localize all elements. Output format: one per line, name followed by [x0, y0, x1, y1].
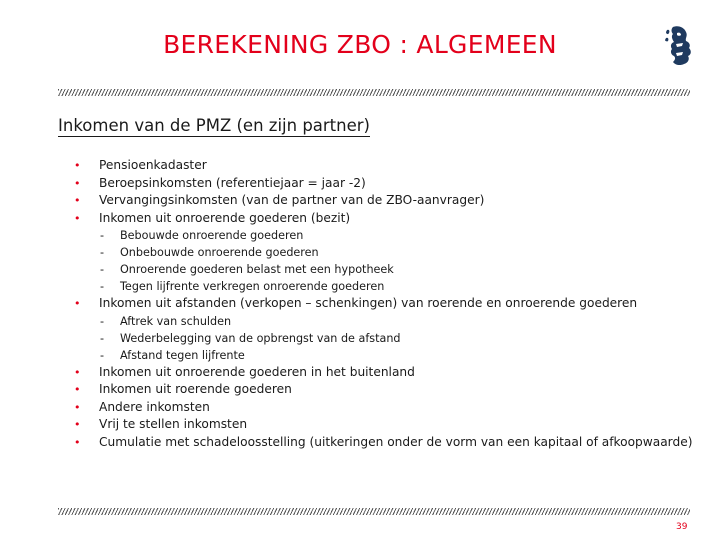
- sub-list-item-text: Wederbelegging van de opbrengst van de afstand: [120, 331, 401, 345]
- list-item-text: Pensioenkadaster: [99, 158, 207, 172]
- list-item-text: Andere inkomsten: [99, 399, 210, 414]
- section-heading: Inkomen van de PMZ (en zijn partner): [58, 116, 370, 135]
- list-item-text: Vrij te stellen inkomsten: [99, 417, 248, 431]
- list-item: [74, 399, 714, 417]
- sub-list-item-text: Aftrek van schulden: [120, 314, 232, 328]
- sub-list-item: [99, 244, 714, 261]
- income-list: [74, 157, 714, 451]
- sub-list-item: [99, 227, 714, 244]
- dash-icon: -: [100, 229, 105, 242]
- list-item-text: Inkomen uit afstanden (verkopen – schenkingen) van roerende en onroerende goederen: [99, 296, 638, 310]
- dash-icon: -: [100, 314, 105, 328]
- sub-list-item-text: Bebouwde onroerende goederen: [120, 229, 304, 242]
- list-item: [74, 192, 714, 210]
- list-item: [74, 364, 714, 382]
- dash-icon: -: [100, 246, 105, 259]
- sub-list-item-text: Onroerende goederen belast met een hypotheek: [120, 263, 394, 276]
- flemish-lion-logo-icon: [664, 24, 694, 68]
- sub-list-item: [99, 278, 714, 295]
- bullet-icon: •: [74, 159, 81, 172]
- list-item-text: Beroepsinkomsten (referentiejaar = jaar -2): [99, 175, 366, 190]
- dash-icon: -: [100, 263, 105, 276]
- sub-list-item: [99, 261, 714, 278]
- sub-list: [99, 313, 714, 364]
- dash-icon: -: [100, 348, 105, 362]
- bullet-icon: •: [74, 418, 81, 431]
- sub-list-item-text: Onbebouwde onroerende goederen: [120, 246, 319, 259]
- bullet-icon: •: [74, 194, 81, 207]
- page-number: 39: [676, 522, 688, 532]
- dash-icon: -: [100, 331, 105, 345]
- sub-list-item-text: Tegen lijfrente verkregen onroerende goederen: [120, 280, 385, 293]
- list-item-text: Inkomen uit onroerende goederen (bezit): [99, 210, 351, 225]
- list-item-text: Inkomen uit onroerende goederen in het buitenland: [99, 364, 415, 379]
- sub-list-item: [99, 330, 714, 347]
- bullet-icon: •: [74, 211, 81, 225]
- sub-list-item: [99, 313, 714, 330]
- bullet-icon: •: [74, 400, 81, 414]
- bullet-icon: •: [74, 297, 81, 310]
- list-item: [74, 175, 714, 193]
- list-item: [74, 157, 714, 175]
- list-item: [74, 434, 714, 452]
- decorative-stripe-bottom: [58, 508, 690, 515]
- bullet-icon: •: [74, 383, 81, 396]
- dash-icon: -: [100, 280, 105, 293]
- bullet-icon: •: [74, 176, 81, 190]
- list-item: [74, 295, 714, 364]
- slide-title: BEREKENING ZBO : ALGEMEEN: [163, 30, 557, 59]
- decorative-stripe-top: [58, 89, 690, 96]
- list-item: [74, 210, 714, 296]
- list-item-text: Cumulatie met schadeloosstelling (uitkeringen onder de vorm van een kapitaal of afkoopwaarde): [99, 434, 693, 449]
- list-item-text: Inkomen uit roerende goederen: [99, 382, 292, 396]
- sub-list-item: [99, 347, 714, 364]
- sub-list: [99, 227, 714, 295]
- list-item-text: Vervangingsinkomsten (van de partner van de ZBO-aanvrager): [99, 193, 485, 207]
- list-item: [74, 416, 714, 434]
- sub-list-item-text: Afstand tegen lijfrente: [120, 348, 245, 362]
- bullet-icon: •: [74, 435, 81, 449]
- bullet-icon: •: [74, 365, 81, 379]
- list-item: [74, 381, 714, 399]
